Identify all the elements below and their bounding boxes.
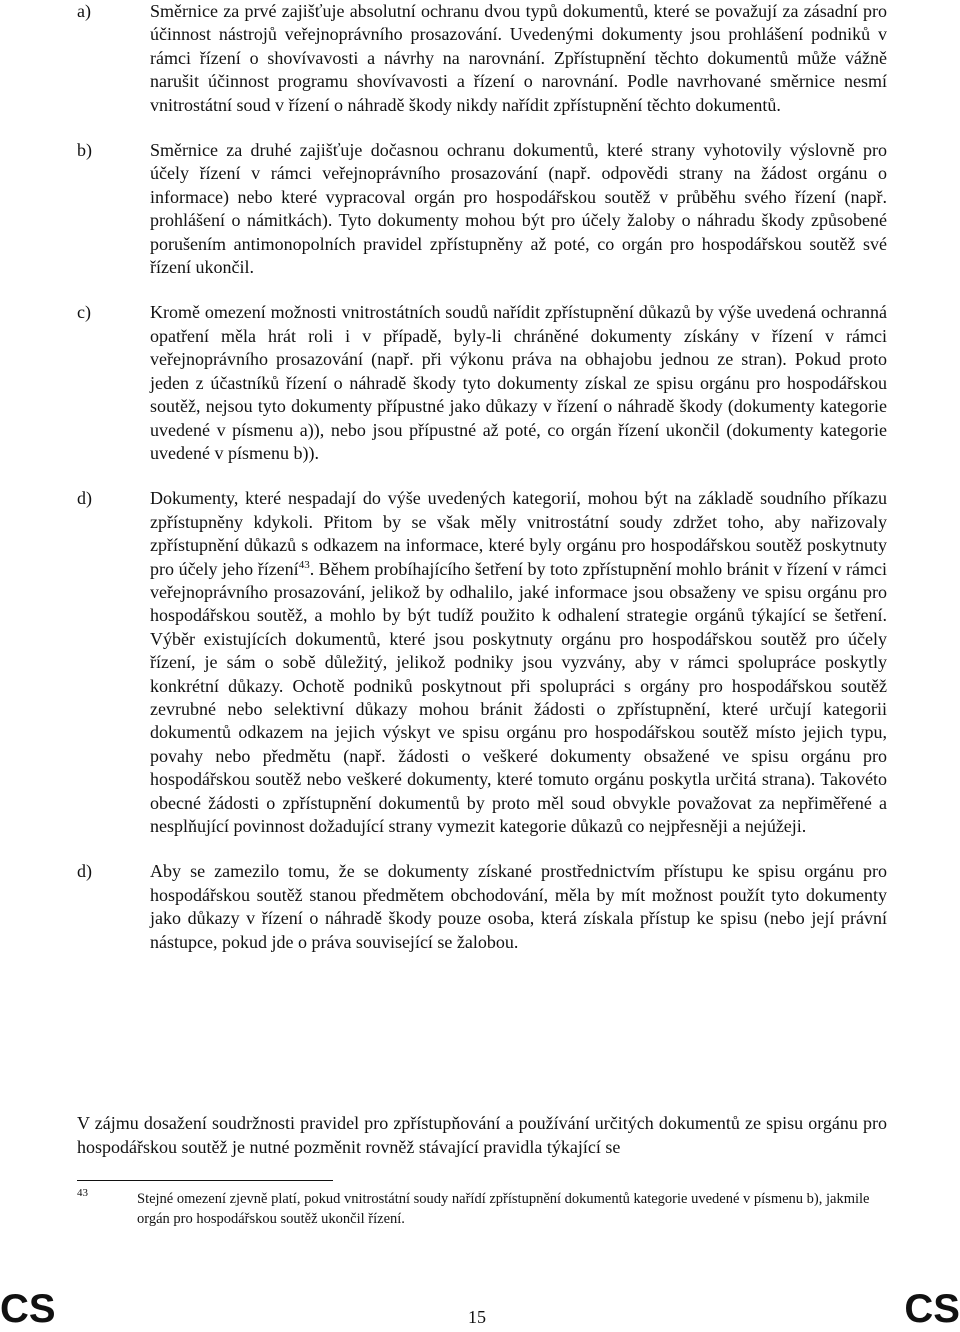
list-item [77,0,887,117]
closing-paragraph: V zájmu dosažení soudržnosti pravidel pro zpřístupňování a používání určitých dokumentů ze spisu orgánu pro hospodářskou soutěž je nutné pozměnit rovněž stávající pravidla týkající se [77,1113,887,1157]
item-label: d) [77,861,92,882]
enumerated-list [77,0,887,976]
item-text [150,487,887,838]
list-item [77,487,887,838]
footnote-reference[interactable]: 43 [298,558,310,571]
list-item [77,860,887,954]
item-text-part: . Během probíhajícího šetření by toto zpřístupnění mohlo bránit v řízení v rámci veřejnoprávního prosazování, jelikož by odhalilo, jaké informace jsou obsaženy ve spisu orgánu pro hospodářskou soutěž, a mohlo by být tudíž použito k odhalení strategie orgánů týkající se šetření. Výběr existujících dokumentů, které jsou poskytnuty orgánu pro hospodářskou soutěž pro účely řízení, je sám o sobě důležitý, jelikož podniky jsou vyzvány, aby v rámci spolupráce poskytly konkrétní důkazy. Ochotě podniků poskytnout při spolupráci s orgány pro hospodářskou soutěž zevrubné nebo selektivní důkazy mohou bránit žádosti o zpřístupnění, které určují kategorii dokumentů odkazem na jejich výskyt ve spisu orgánu pro hospodářskou soutěž místo jejich typu, povahy nebo předmětu (např. žádosti o veškeré dokumenty obsažené ve spisu orgánu pro hospodářskou soutěž nebo veškeré dokumenty, které tomuto orgánu poskytla určitá strana). Takovéto obecné žádosti o zpřístupnění dokumentů by proto měl soud obvykle považovat za nepřiměřené a nesplňující povinnost dožadující strany vymezit kategorie důkazů co nejpřesněji a nejúžeji. [150,558,887,836]
item-label: a) [77,1,91,21]
list-item [77,139,887,279]
page-number: 15 [468,1307,486,1327]
item-label: c) [77,302,91,323]
item-text-part: Dokumenty, které nespadají do výše uvedených kategorií, mohou být na základě soudního příkazu zpřístupněny kdykoli. Přitom by se však měly vnitrostátní soudy zdržet toho, aby nařizovaly zpřístupnění důkazů s odkazem na informace, které byly orgánu pro hospodářskou soutěž poskytnuty pro účely jeho řízení [150,488,887,579]
item-text: Aby se zamezilo tomu, že se dokumenty získané prostřednictvím přístupu ke spisu orgánu pro hospodářskou soutěž stanou předmětem obchodování, měla by mít možnost použít tyto dokumenty jako důkazy v řízení o náhradě škody pouze osoba, která získala přístup ke spisu (nebo její právní nástupce, pokud jde o práva související se žalobou. [150,861,887,952]
list-item [77,301,887,465]
item-text: Směrnice za prvé zajišťuje absolutní ochranu dvou typů dokumentů, které se považují za zásadní pro účinnost nástrojů veřejnoprávního prosazování. Uvedenými dokumenty jsou prohlášení podniků v rámci řízení o shovívavosti a návrhy na narovnání. Zpřístupnění těchto dokumentů může vážně narušit účinnost programu shovívavosti a řízení o narovnání. Podle navrhované směrnice nesmí vnitrostátní soud v řízení o náhradě škody nikdy nařídit zpřístupnění těchto dokumentů. [150,1,887,115]
item-label: b) [77,140,92,161]
footnote-number: 43 [77,1187,88,1199]
footnote-text: Stejné omezení zjevně platí, pokud vnitrostátní soudy nařídí zpřístupnění dokumentů kategorie uvedené v písmenu b), jakmile orgán pro hospodářskou soutěž ukončil řízení. [137,1191,870,1227]
footer-language-mark-right: CS [904,1287,960,1331]
item-text: Kromě omezení možnosti vnitrostátních soudů nařídit zpřístupnění důkazů by výše uvedená ochranná opatření měla hrát roli i v případě, byly-li chráněné dokumenty získány v řízení v rámci veřejnoprávního prosazování (např. při výkonu práva na obhajobu jednou ze stran). Pokud proto jeden z účastníků řízení o náhradě škody tyto dokumenty získal ze spisu orgánu pro hospodářskou soutěž, nejsou tyto dokumenty přípustné jako důkazy v řízení o náhradě škody (dokumenty kategorie uvedené v písmenu a)), nebo jsou přípustné až poté, co orgán řízení ukončil (dokumenty kategorie uvedené v písmenu b)). [150,302,887,463]
item-label: d) [77,488,92,509]
footnote-separator [77,1180,333,1181]
item-text: Směrnice za druhé zajišťuje dočasnou ochranu dokumentů, které strany vyhotovily výslovně pro účely řízení v rámci veřejnoprávního prosazování (např. odpovědi strany na žádost orgánu o informace) nebo které vypracoval orgán pro hospodářskou soutěž v průběhu svého řízení (např. prohlášení o námitkách). Tyto dokumenty mohou být pro účely žaloby o náhradu škody způsobené porušením antimonopolních pravidel zpřístupněny až poté, co orgán pro hospodářskou soutěž své řízení ukončil. [150,140,887,278]
footer-language-mark-left: CS [0,1287,56,1331]
